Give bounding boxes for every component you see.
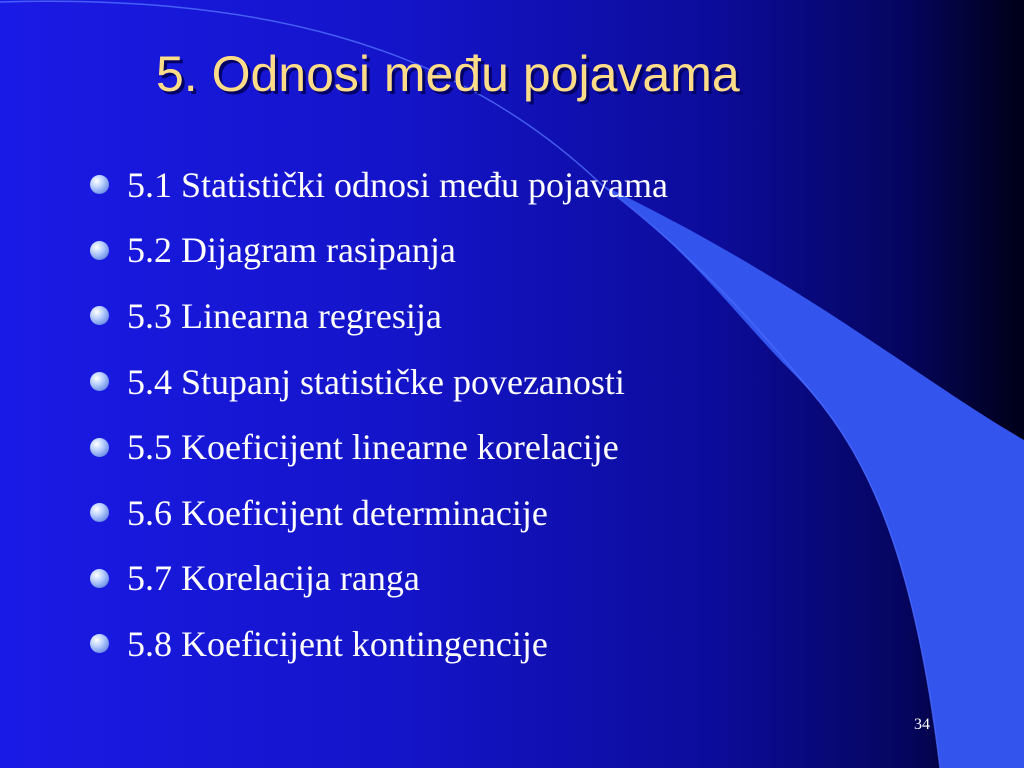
list-item-text: 5.5 Koeficijent linearne korelacije xyxy=(127,427,619,468)
list-item-text: 5.3 Linearna regresija xyxy=(127,295,442,336)
bullet-dot-icon xyxy=(90,372,109,391)
bullet-dot-icon xyxy=(90,503,109,522)
list-item-text: 5.4 Stupanj statističke povezanosti xyxy=(127,361,625,402)
list-item-text: 5.6 Koeficijent determinacije xyxy=(127,492,548,533)
list-item-text: 5.7 Korelacija ranga xyxy=(127,558,420,599)
list-item xyxy=(90,349,668,415)
bullet-dot-icon xyxy=(90,634,109,653)
bullet-dot-icon xyxy=(90,306,109,325)
list-item xyxy=(90,480,668,546)
bullet-dot-icon xyxy=(90,438,109,457)
bullet-dot-icon xyxy=(90,175,109,194)
list-item xyxy=(90,414,668,480)
bullet-dot-icon xyxy=(90,569,109,588)
list-item xyxy=(90,218,668,284)
list-item-text: 5.1 Statistički odnosi među pojavama xyxy=(127,164,668,205)
list-item xyxy=(90,546,668,612)
list-item xyxy=(90,283,668,349)
slide-title: 5. Odnosi među pojavama xyxy=(156,46,740,102)
bullet-dot-icon xyxy=(90,241,109,260)
list-item xyxy=(90,611,668,677)
bullet-list xyxy=(90,152,668,677)
list-item xyxy=(90,152,668,218)
page-number: 34 xyxy=(914,716,930,733)
list-item-text: 5.8 Koeficijent kontingencije xyxy=(127,623,548,664)
list-item-text: 5.2 Dijagram rasipanja xyxy=(127,230,456,271)
